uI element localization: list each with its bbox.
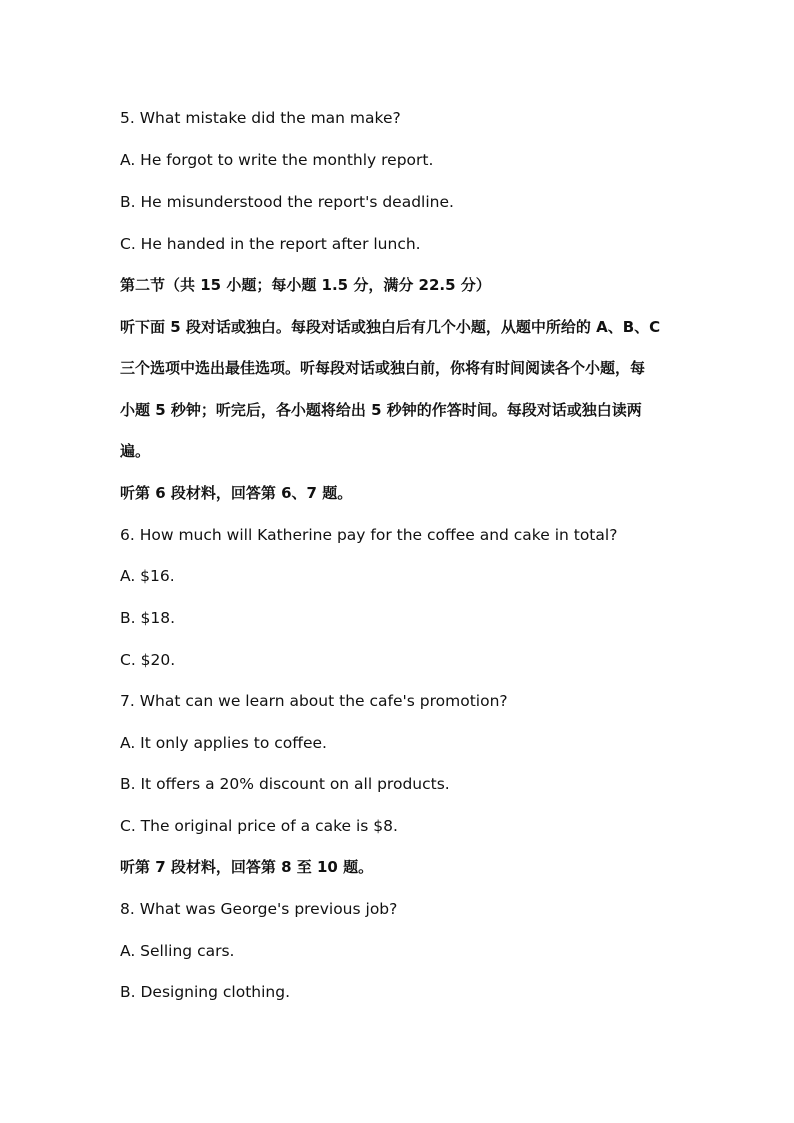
question-6-option-b: B. $18. (120, 609, 175, 627)
question-7: 7. What can we learn about the cafe's promotion? (120, 692, 508, 710)
section-2-instructions-line-3: 小题 5 秒钟；听完后，各小题将给出 5 秒钟的作答时间。每段对话或独白读两 (120, 401, 642, 419)
question-5-option-a: A. He forgot to write the monthly report. (120, 151, 434, 169)
question-7-option-c: C. The original price of a cake is $8. (120, 817, 398, 835)
question-5: 5. What mistake did the man make? (120, 109, 401, 127)
question-7-option-b: B. It offers a 20% discount on all products. (120, 775, 450, 793)
question-8-option-a: A. Selling cars. (120, 942, 235, 960)
material-6-heading: 听第 6 段材料，回答第 6、7 题。 (120, 484, 353, 502)
question-5-option-b: B. He misunderstood the report's deadline. (120, 193, 454, 211)
question-6-option-c: C. $20. (120, 651, 176, 669)
section-2-instructions-line-2: 三个选项中选出最佳选项。听每段对话或独白前，你将有时间阅读各个小题，每 (120, 359, 646, 377)
section-2-instructions-line-4: 遍。 (120, 442, 151, 460)
section-2-heading: 第二节（共 15 小题；每小题 1.5 分，满分 22.5 分） (120, 276, 491, 294)
material-7-heading: 听第 7 段材料，回答第 8 至 10 题。 (120, 858, 374, 876)
question-8-option-b: B. Designing clothing. (120, 983, 291, 1001)
question-5-option-c: C. He handed in the report after lunch. (120, 235, 421, 253)
question-7-option-a: A. It only applies to coffee. (120, 734, 327, 752)
question-6: 6. How much will Katherine pay for the coffee and cake in total? (120, 526, 618, 544)
question-8: 8. What was George's previous job? (120, 900, 398, 918)
question-6-option-a: A. $16. (120, 567, 175, 585)
section-2-instructions-line-1: 听下面 5 段对话或独白。每段对话或独白后有几个小题，从题中所给的 A、B、C (120, 318, 661, 336)
